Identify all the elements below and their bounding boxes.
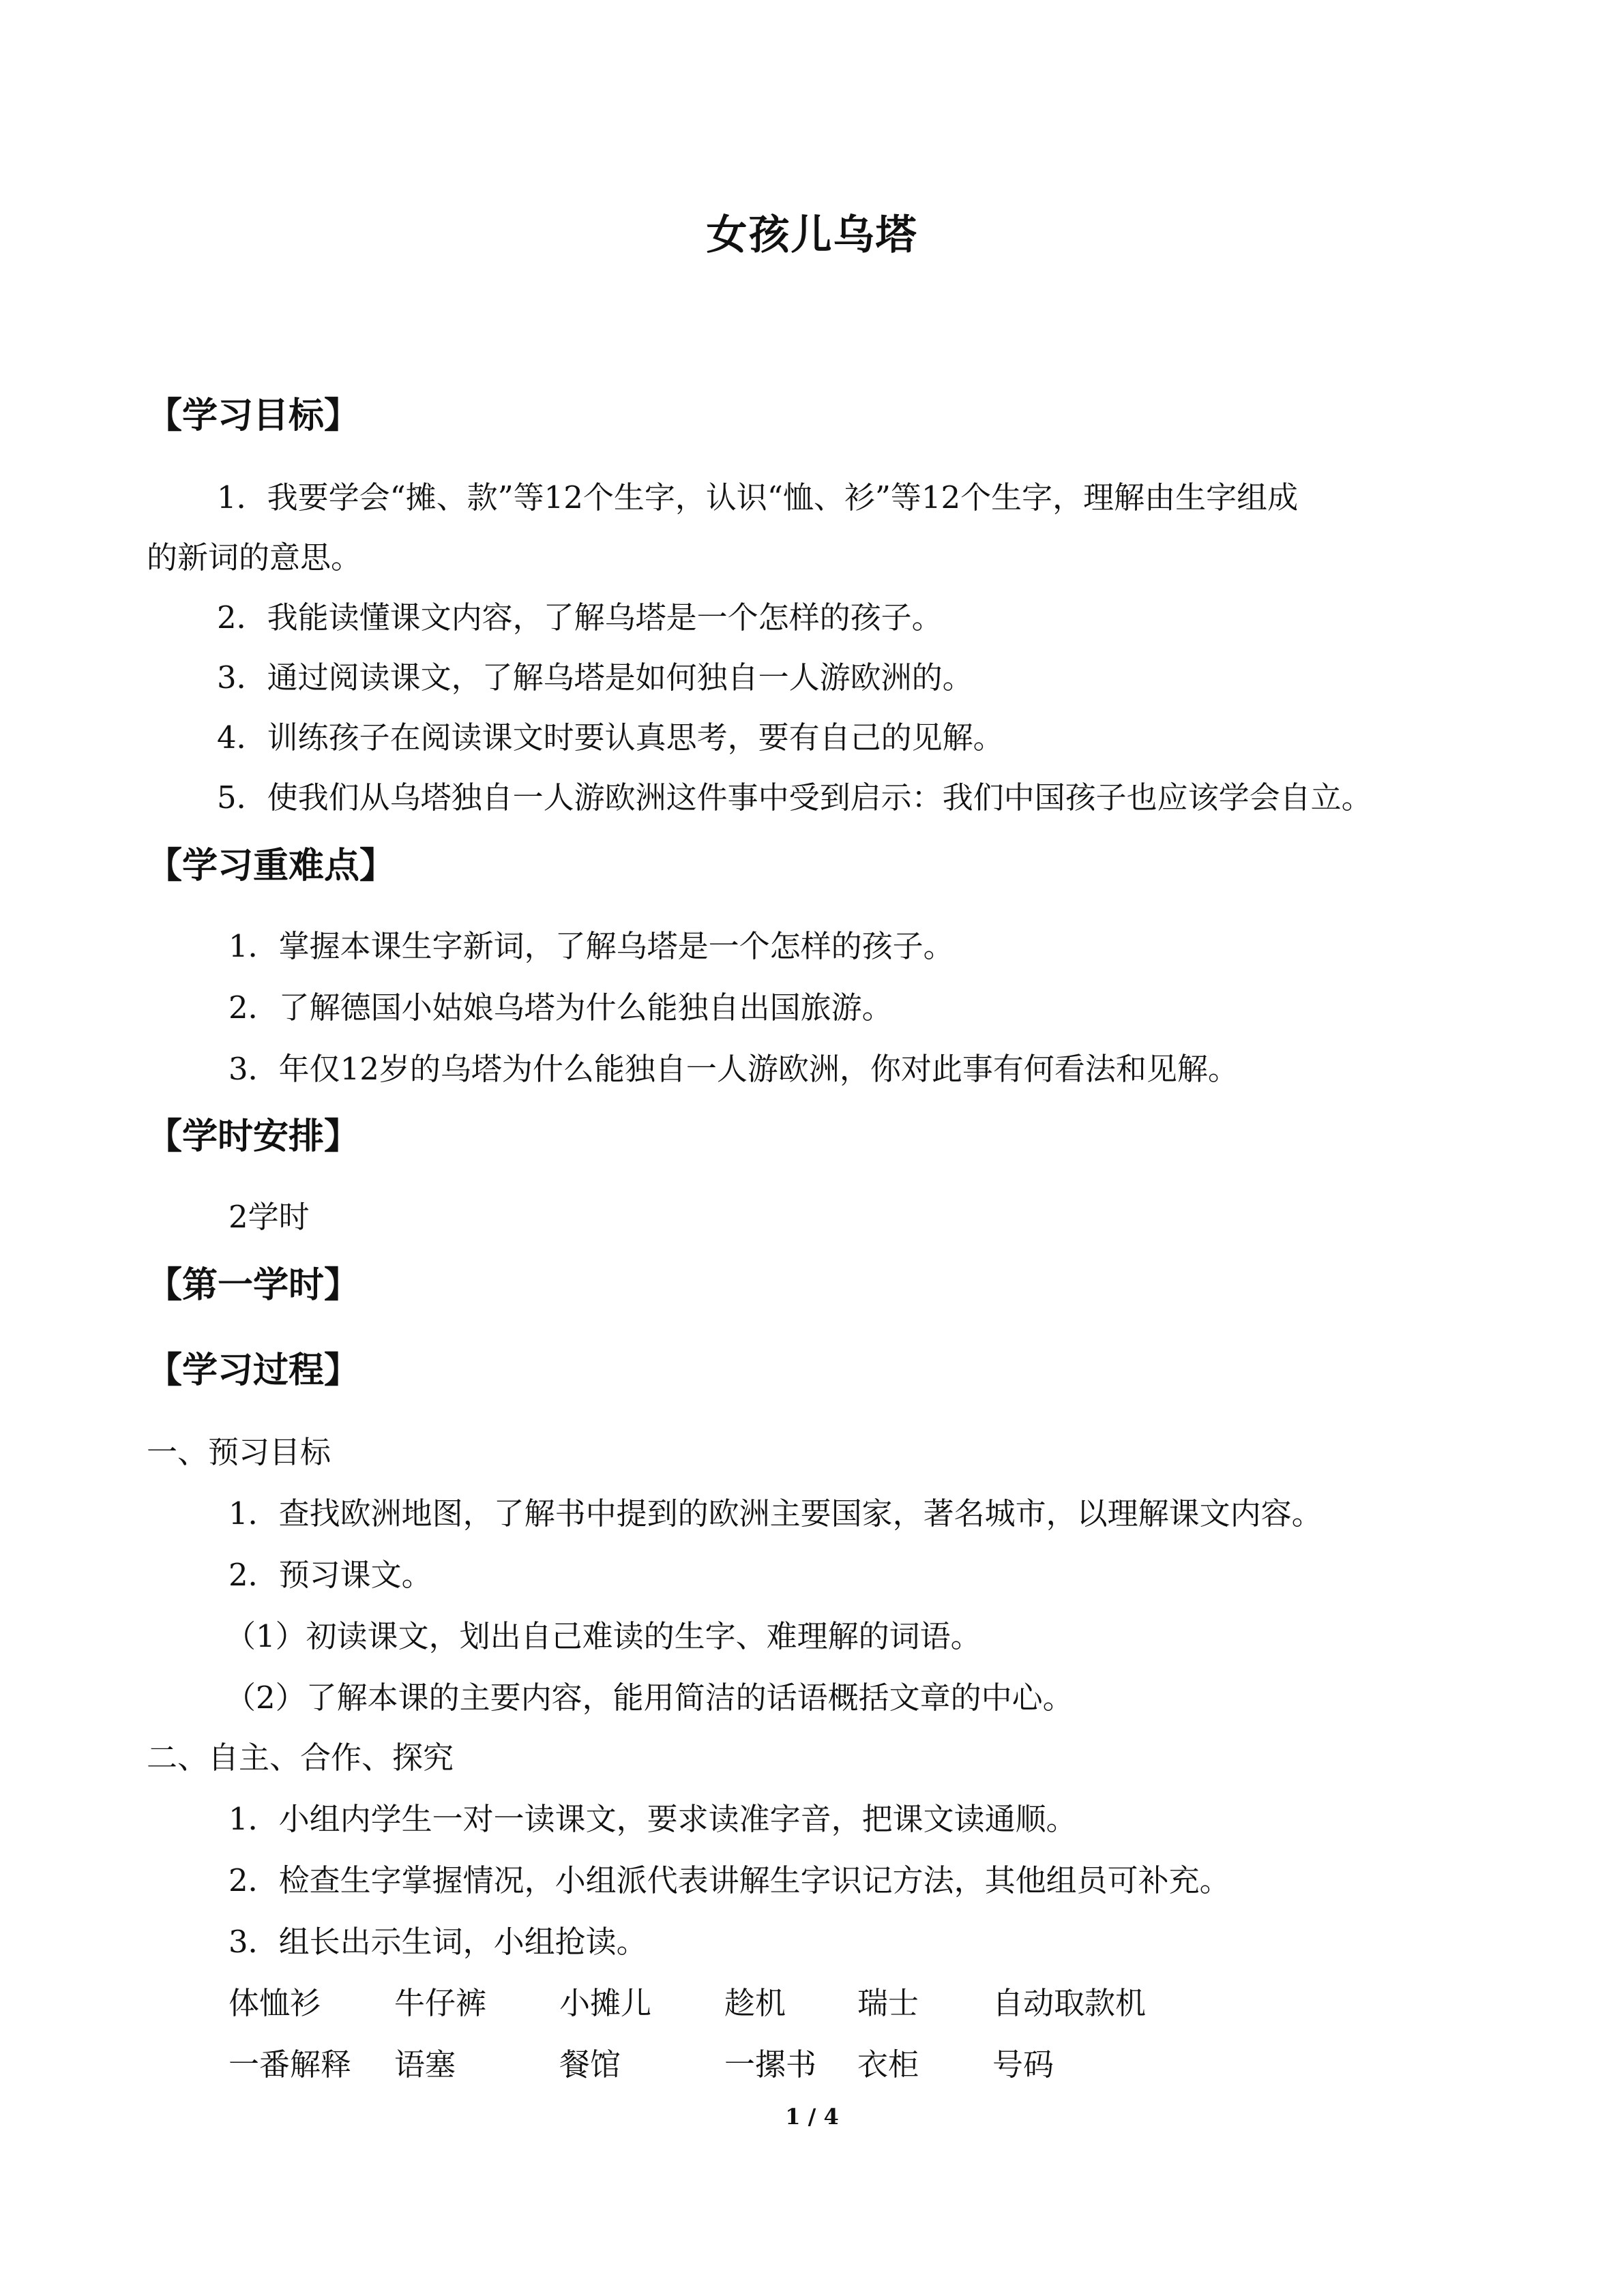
vocab-word: 语塞 xyxy=(394,2046,456,2083)
process-part1-item-2: 2．预习课文。 xyxy=(228,1557,432,1593)
process-part1-sub-2: （2）了解本课的主要内容，能用简洁的话语概括文章的中心。 xyxy=(225,1680,1074,1716)
objective-item-5: 5．使我们从乌塔独自一人游欧洲这件事中受到启示：我们中国孩子也应该学会自立。 xyxy=(217,779,1372,816)
vocab-word: 一摞书 xyxy=(724,2046,817,2083)
process-part2-item-1: 1．小组内学生一对一读课文，要求读准字音，把课文读通顺。 xyxy=(228,1801,1077,1837)
page-number: 1 / 4 xyxy=(785,2104,839,2130)
process-part1-item-1: 1．查找欧洲地图，了解书中提到的欧洲主要国家，著名城市，以理解课文内容。 xyxy=(228,1495,1323,1532)
section-heading-schedule: 【学时安排】 xyxy=(147,1116,360,1157)
objective-item-2: 2．我能读懂课文内容，了解乌塔是一个怎样的孩子。 xyxy=(217,599,943,636)
document-title: 女孩儿乌塔 xyxy=(706,211,918,259)
vocab-word: 衣柜 xyxy=(857,2046,919,2083)
objective-item-1: 1．我要学会“摊、款”等12个生字，认识“恤、衫”等12个生字，理解由生字组成 xyxy=(217,479,1299,516)
section-heading-objectives: 【学习目标】 xyxy=(147,395,360,436)
vocab-word: 牛仔裤 xyxy=(394,1985,487,2021)
process-part2-title: 二、自主、合作、探究 xyxy=(147,1740,454,1776)
section-heading-first-period: 【第一学时】 xyxy=(147,1264,360,1306)
vocab-word: 趁机 xyxy=(724,1985,786,2021)
key-point-item-2: 2．了解德国小姑娘乌塔为什么能独自出国旅游。 xyxy=(228,989,893,1026)
vocab-word: 体恤衫 xyxy=(228,1985,321,2021)
process-part2-item-3: 3．组长出示生词，小组抢读。 xyxy=(228,1924,647,1960)
process-part2-item-2: 2．检查生字掌握情况，小组派代表讲解生字识记方法，其他组员可补充。 xyxy=(228,1862,1230,1898)
objective-item-1-cont: 的新词的意思。 xyxy=(147,539,362,576)
process-part1-sub-1: （1）初读课文，划出自己难读的生字、难理解的词语。 xyxy=(225,1618,981,1654)
objective-item-4: 4．训练孩子在阅读课文时要认真思考，要有自己的见解。 xyxy=(217,719,1004,756)
vocab-word: 小摊儿 xyxy=(559,1985,652,2021)
section-heading-process: 【学习过程】 xyxy=(147,1350,360,1391)
vocab-word: 自动取款机 xyxy=(992,1985,1147,2021)
section-heading-key-points: 【学习重难点】 xyxy=(147,845,396,886)
vocab-word: 瑞士 xyxy=(857,1985,919,2021)
vocab-word: 餐馆 xyxy=(559,2046,621,2083)
schedule-text: 2学时 xyxy=(228,1199,310,1235)
objective-item-3: 3．通过阅读课文，了解乌塔是如何独自一人游欧洲的。 xyxy=(217,659,973,696)
key-point-item-1: 1．掌握本课生字新词，了解乌塔是一个怎样的孩子。 xyxy=(228,928,954,964)
process-part1-title: 一、预习目标 xyxy=(147,1434,331,1470)
vocab-word: 号码 xyxy=(992,2046,1054,2083)
key-point-item-3: 3．年仅12岁的乌塔为什么能独自一人游欧洲，你对此事有何看法和见解。 xyxy=(228,1051,1239,1087)
vocab-word: 一番解释 xyxy=(228,2046,352,2083)
